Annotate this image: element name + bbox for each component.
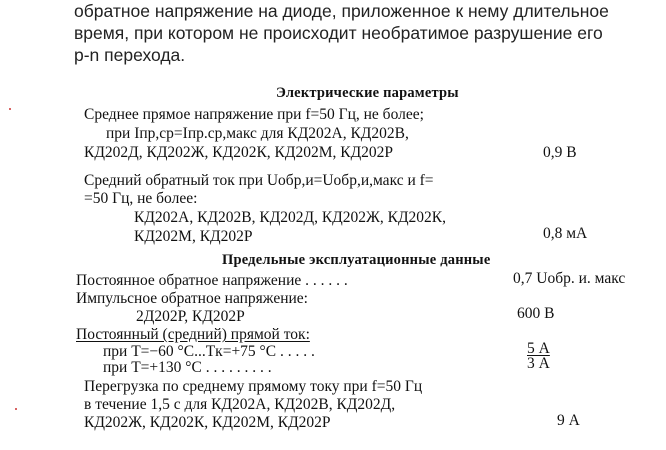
intro-paragraph	[74, 0, 664, 66]
intro-line: время, при котором не происходит необратимое разрушение его	[74, 23, 603, 43]
limit-item-text: Импульсное обратное напряжение:	[76, 290, 308, 307]
limit-item-text: Постоянный (средний) прямой ток:	[76, 326, 310, 343]
forward-voltage-value: 0,9 В	[543, 144, 577, 161]
limit-item-text: 2Д202Р, КД202Р	[136, 308, 245, 325]
reverse-current-line: КД202А, КД202В, КД202Д, КД202Ж, КД202К,	[134, 209, 447, 226]
scan-speck	[15, 408, 17, 410]
reverse-current-line: Средний обратный ток при Uобр,и=Uобр,и,макс и f=	[84, 172, 434, 189]
forward-voltage-line: КД202Д, КД202Ж, КД202К, КД202М, КД202Р	[84, 144, 394, 161]
limit-item-text: при T=+130 °C . . . . . . . . .	[103, 359, 272, 376]
intro-line: p-n перехода.	[74, 45, 186, 65]
scanned-spec-page	[0, 78, 666, 450]
limit-item-value: 0,7 Uобр. и. макс	[513, 270, 626, 287]
reverse-current-value: 0,8 мА	[543, 225, 588, 242]
limit-item-text: КД202Ж, КД202К, КД202М, КД202Р	[84, 414, 331, 431]
scan-speck	[9, 108, 11, 110]
forward-voltage-line: Среднее прямое напряжение при f=50 Гц, не более;	[84, 106, 424, 123]
limits-heading: Предельные эксплуатационные данные	[222, 252, 491, 268]
electrical-heading: Электрические параметры	[276, 85, 459, 101]
limit-item-value: 5 А	[527, 340, 550, 357]
limit-item-text: при T=−60 °C...Tк=+75 °C . . . . .	[103, 343, 315, 360]
limit-item-text: Постоянное обратное напряжение . . . . . .	[76, 272, 348, 289]
limit-item-value: 600 В	[517, 305, 555, 322]
reverse-current-line: КД202М, КД202Р	[134, 228, 253, 245]
limit-item-value: 9 А	[557, 412, 580, 429]
reverse-current-line: =50 Гц, не более:	[84, 190, 198, 207]
limit-item-text: Перегрузка по среднему прямому току при f=50 Гц	[84, 378, 423, 395]
intro-line: обратное напряжение на диоде, приложенное к нему длительное	[74, 1, 609, 21]
forward-voltage-line: при Iпр,ср=Iпр.ср,макс для КД202А, КД202В,	[106, 125, 409, 142]
limit-item-text: в течение 1,5 с для КД202А, КД202В, КД202Д,	[84, 396, 396, 413]
limit-item-value: 3 А	[527, 355, 550, 372]
